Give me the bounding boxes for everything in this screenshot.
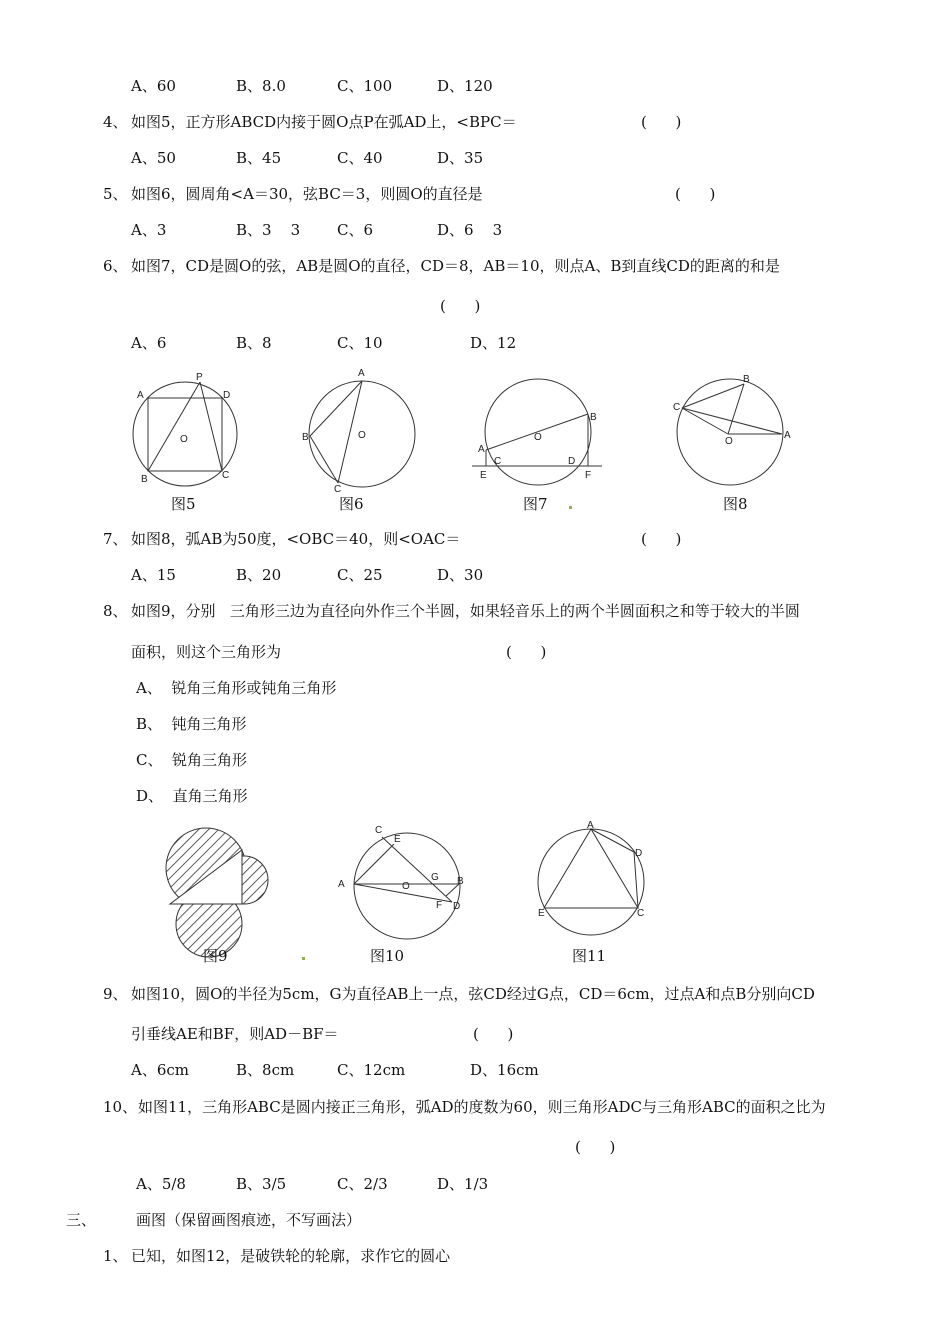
- svg-text:O: O: [534, 432, 542, 443]
- svg-text:A: A: [137, 390, 144, 401]
- s3-q1-text: 已知，如图12，是破铁轮的轮廓，求作它的圆心: [131, 1247, 451, 1265]
- q5-option-b: B、3 3: [236, 221, 301, 239]
- q8-answer-paren: ( ): [506, 643, 547, 661]
- figure-8-diagram: [670, 370, 810, 490]
- q8-option-b: B、 钝角三角形: [136, 715, 247, 733]
- svg-text:D: D: [453, 901, 461, 912]
- q10-number: 10、: [103, 1098, 138, 1116]
- figure-10-diagram: [334, 822, 474, 952]
- q3-option-c: C、100: [337, 77, 393, 95]
- svg-text:O: O: [402, 881, 410, 892]
- svg-text:B: B: [590, 412, 597, 423]
- q5-option-c: C、6: [337, 221, 374, 239]
- q9-text-line2: 引垂线AE和BF，则AD－BF＝: [131, 1025, 339, 1043]
- q5-number: 5、: [103, 185, 128, 203]
- q3-option-d: D、120: [437, 77, 493, 95]
- q7-number: 7、: [103, 530, 128, 548]
- q10-answer-paren: ( ): [575, 1138, 616, 1156]
- q7-option-a: A、15: [131, 566, 176, 584]
- q6-option-a: A、6: [131, 334, 167, 352]
- figure-7-caption: 图7: [523, 495, 548, 513]
- q8-option-a: A、 锐角三角形或钝角三角形: [136, 679, 337, 697]
- svg-text:C: C: [334, 484, 342, 495]
- q5-option-d: D、6 3: [437, 221, 503, 239]
- q9-option-a: A、6cm: [131, 1061, 190, 1079]
- q5-option-a: A、3: [131, 221, 167, 239]
- svg-text:E: E: [480, 470, 487, 481]
- figure-5-diagram: [120, 368, 260, 488]
- svg-text:A: A: [478, 444, 485, 455]
- svg-text:O: O: [358, 430, 366, 441]
- q8-text-line1: 如图9，分别 三角形三边为直径向外作三个半圆，如果轻音乐上的两个半圆面积之和等于较大的半圆: [131, 602, 800, 620]
- q9-answer-paren: ( ): [473, 1025, 514, 1043]
- q4-number: 4、: [103, 113, 128, 131]
- q6-text: 如图7，CD是圆O的弦，AB是圆O的直径，CD＝8，AB＝10，则点A、B到直线CD的距离的和是: [131, 257, 780, 275]
- stray-dot-2: [302, 957, 305, 960]
- svg-text:C: C: [637, 908, 645, 919]
- svg-text:B: B: [457, 876, 464, 887]
- q7-answer-paren: ( ): [641, 530, 682, 548]
- q9-option-d: D、16cm: [470, 1061, 539, 1079]
- q5-answer-paren: ( ): [675, 185, 716, 203]
- section-3-title: 画图（保留画图痕迹，不写画法）: [136, 1211, 362, 1229]
- q10-option-b: B、3/5: [236, 1175, 287, 1193]
- q8-option-d: D、 直角三角形: [136, 787, 248, 805]
- q9-number: 9、: [103, 985, 128, 1003]
- q7-option-c: C、25: [337, 566, 383, 584]
- q6-number: 6、: [103, 257, 128, 275]
- q5-text: 如图6，圆周角<A＝30，弦BC＝3，则圆O的直径是: [131, 185, 483, 203]
- q7-text: 如图8，弧AB为50度，<OBC＝40，则<OAC＝: [131, 530, 461, 548]
- q7-option-b: B、20: [236, 566, 282, 584]
- svg-text:C: C: [375, 825, 383, 836]
- q4-option-b: B、45: [236, 149, 282, 167]
- q10-option-a: A、5/8: [136, 1175, 186, 1193]
- section-3-number: 三、: [66, 1211, 97, 1229]
- figure-9-diagram: [160, 828, 280, 958]
- svg-text:A: A: [338, 879, 345, 890]
- svg-text:B: B: [141, 474, 148, 485]
- svg-text:F: F: [436, 900, 443, 911]
- q6-option-c: C、10: [337, 334, 383, 352]
- q6-option-d: D、12: [470, 334, 517, 352]
- figure-11-diagram: [530, 816, 670, 946]
- q4-option-a: A、50: [131, 149, 176, 167]
- svg-text:A: A: [587, 820, 594, 831]
- q8-text-line2: 面积，则这个三角形为: [131, 643, 282, 661]
- figure-9-caption: 图9: [203, 947, 228, 965]
- q10-text: 如图11，三角形ABC是圆内接正三角形，弧AD的度数为60，则三角形ADC与三角形ABC的面积之比为: [138, 1098, 826, 1116]
- q4-answer-paren: ( ): [641, 113, 682, 131]
- q4-option-c: C、40: [337, 149, 383, 167]
- figure-11-caption: 图11: [572, 947, 607, 965]
- svg-text:O: O: [725, 436, 733, 447]
- svg-text:P: P: [196, 372, 203, 383]
- q7-option-d: D、30: [437, 566, 484, 584]
- figure-5-caption: 图5: [171, 495, 196, 513]
- svg-text:A: A: [358, 368, 365, 379]
- svg-text:D: D: [568, 456, 576, 467]
- figure-6-caption: 图6: [339, 495, 364, 513]
- svg-text:C: C: [494, 456, 502, 467]
- q9-option-c: C、12cm: [337, 1061, 406, 1079]
- q3-option-a: A、60: [131, 77, 176, 95]
- q8-number: 8、: [103, 602, 128, 620]
- svg-text:A: A: [784, 430, 791, 441]
- q9-text-line1: 如图10，圆O的半径为5cm，G为直径AB上一点，弦CD经过G点，CD＝6cm，过点A和点B分别向CD: [131, 985, 815, 1003]
- q6-option-b: B、8: [236, 334, 272, 352]
- q10-option-d: D、1/3: [437, 1175, 489, 1193]
- q3-option-b: B、8.0: [236, 77, 286, 95]
- svg-text:E: E: [538, 908, 545, 919]
- stray-dot: [569, 506, 572, 509]
- q4-text: 如图5，正方形ABCD内接于圆O点P在弧AD上，<BPC＝: [131, 113, 517, 131]
- svg-text:B: B: [743, 374, 750, 385]
- figure-10-caption: 图10: [370, 947, 405, 965]
- s3-q1-number: 1、: [103, 1247, 128, 1265]
- figure-7-diagram: [468, 376, 608, 486]
- svg-text:D: D: [635, 848, 643, 859]
- q4-option-d: D、35: [437, 149, 484, 167]
- svg-text:C: C: [222, 470, 230, 481]
- svg-text:B: B: [302, 432, 309, 443]
- svg-text:D: D: [223, 390, 231, 401]
- q6-answer-paren: ( ): [440, 297, 481, 315]
- q9-option-b: B、8cm: [236, 1061, 295, 1079]
- figure-8-caption: 图8: [723, 495, 748, 513]
- svg-text:E: E: [394, 834, 401, 845]
- figure-6-diagram: [296, 364, 426, 495]
- svg-text:F: F: [585, 470, 592, 481]
- svg-text:O: O: [180, 434, 188, 445]
- svg-text:G: G: [431, 872, 439, 883]
- q10-option-c: C、2/3: [337, 1175, 388, 1193]
- svg-text:C: C: [673, 402, 681, 413]
- q8-option-c: C、 锐角三角形: [136, 751, 248, 769]
